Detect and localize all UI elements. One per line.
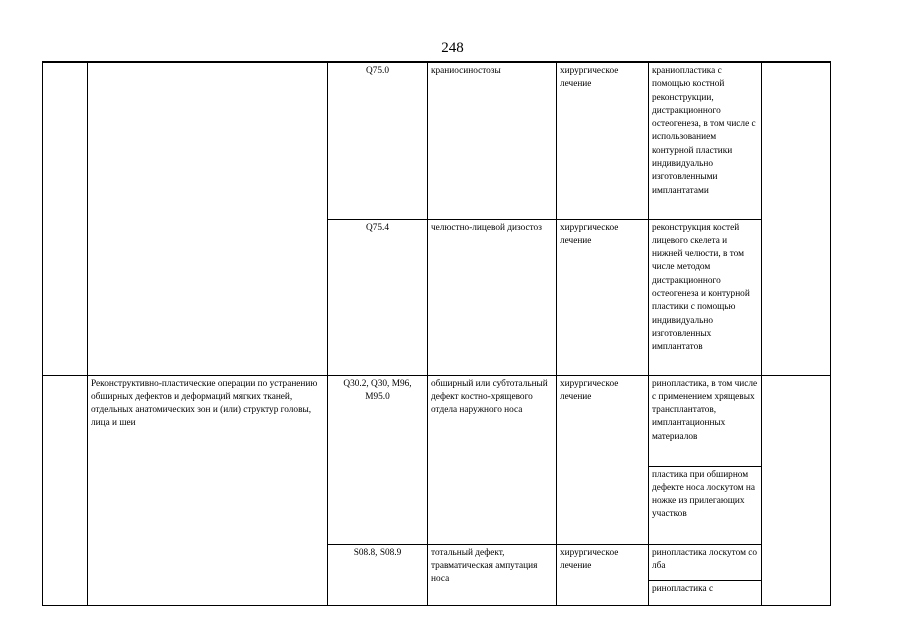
procedure-cell: Реконструктивно-пластические операции по устранению обширных дефектов и деформаций мягких тканей, отдельных анатомических зон и (или) структур головы, лица и шеи	[88, 375, 328, 605]
table-row	[43, 375, 831, 466]
treatment-cell: хирургическое лечение	[557, 62, 649, 219]
condition-cell: челюстно-лицевой дизостоз	[428, 219, 557, 375]
treatment-cell: хирургическое лечение	[557, 219, 649, 375]
method-cell: ринопластика лоскутом со лба	[649, 544, 762, 580]
procedure-cell	[88, 62, 328, 375]
extra-cell	[762, 375, 831, 605]
treatment-cell: хирургическое лечение	[557, 544, 649, 605]
row-number-cell	[43, 375, 88, 605]
page-number: 248	[441, 40, 464, 56]
code-cell: Q75.4	[328, 219, 428, 375]
code-cell: Q30.2, Q30, M96, M95.0	[328, 375, 428, 544]
method-cell: пластика при обширном дефекте носа лоскутом на ножке из прилегающих участков	[649, 466, 762, 544]
treatment-cell: хирургическое лечение	[557, 375, 649, 544]
medical-procedures-table	[42, 61, 831, 606]
code-cell: Q75.0	[328, 62, 428, 219]
method-cell: реконструкция костей лицевого скелета и нижней челюсти, в том числе методом дистракционного остеогенеза и контурной пластики с помощью индивидуально изготовленных имплантатов	[649, 219, 762, 375]
table-row	[43, 62, 831, 219]
code-cell: S08.8, S08.9	[328, 544, 428, 605]
condition-cell: тотальный дефект, травматическая ампутация носа	[428, 544, 557, 605]
row-number-cell	[43, 62, 88, 375]
condition-cell: обширный или субтотальный дефект костно-хрящевого отдела наружного носа	[428, 375, 557, 544]
method-cell: ринопластика, в том числе с применением хрящевых трансплантатов, имплантационных материалов	[649, 375, 762, 466]
method-cell: краниопластика с помощью костной реконструкции, дистракционного остеогенеза, в том числе с использованием контурной пластики индивидуально изготовленными имплантатами	[649, 62, 762, 219]
condition-cell: краниосиностозы	[428, 62, 557, 219]
method-cell: ринопластика с	[649, 580, 762, 605]
extra-cell	[762, 62, 831, 375]
